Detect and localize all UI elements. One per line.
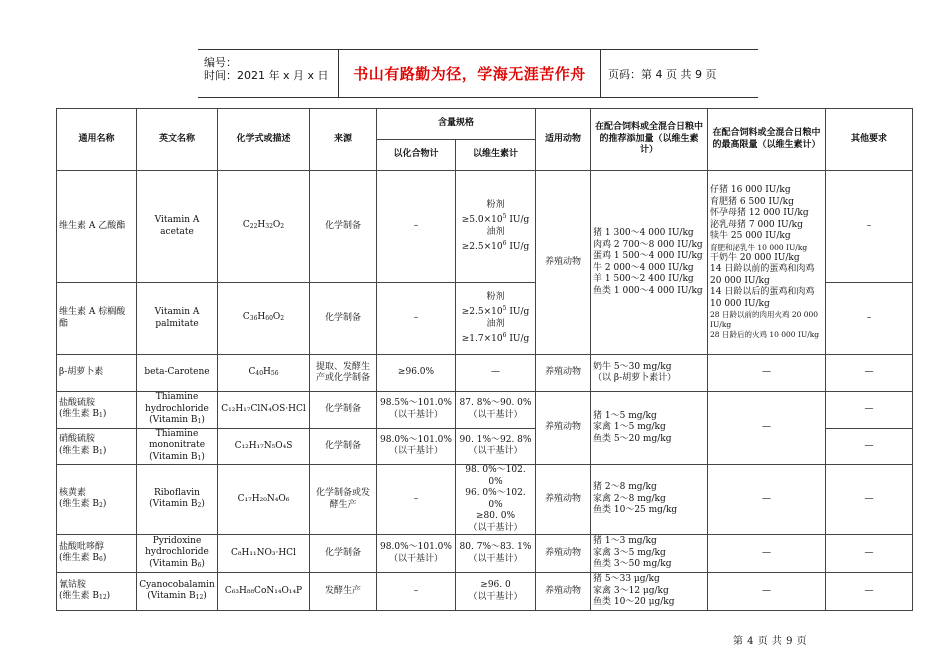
table-row xyxy=(57,465,913,535)
cell-formula: C₁₂H₁₇N₅O₄S xyxy=(218,428,310,465)
cell-by-vitamin: — xyxy=(456,355,536,392)
cell-by-compound: – xyxy=(377,465,456,535)
cell-formula: C₆₃H₈₈CoN₁₄O₁₄P xyxy=(218,573,310,611)
cell-other: — xyxy=(826,392,913,429)
cell-animal: 养殖动物 xyxy=(536,171,591,355)
header-content-spec: 含量规格 xyxy=(377,109,536,140)
cell-formula: C40H56 xyxy=(218,355,310,392)
cell-by-compound: 98.5%～101.0% （以干基计） xyxy=(377,392,456,429)
cell-other: – xyxy=(826,171,913,283)
cell-source: 化学制备 xyxy=(310,171,377,283)
cell-english: Vitamin A palmitate xyxy=(137,283,218,355)
table-row xyxy=(57,535,913,573)
vitamin-additive-table xyxy=(56,108,913,611)
cell-recommended: 猪 1～3 mg/kg 家禽 3～5 mg/kg 鱼类 3～50 mg/kg xyxy=(591,535,708,573)
cell-formula: C36H60O2 xyxy=(218,283,310,355)
cell-animal: 养殖动物 xyxy=(536,465,591,535)
cell-by-vitamin: 粉剂 $\ge 2.5\times 10^5$ IU/g 油剂 $\ge 1.7\times 10^6$ IU/g xyxy=(456,283,536,355)
cell-source: 化学制备或发酵生产 xyxy=(310,465,377,535)
cell-animal: 养殖动物 xyxy=(536,355,591,392)
header-english: 英文名称 xyxy=(137,109,218,171)
cell-recommended: 猪 1～5 mg/kg 家禽 1～5 mg/kg 鱼类 5～20 mg/kg xyxy=(591,392,708,465)
cell-formula: C22H32O2 xyxy=(218,171,310,283)
cell-by-vitamin: 粉剂 $\ge 5.0\times 10^5$ IU/g 油剂 $\ge 2.5\times 10^6$ IU/g xyxy=(456,171,536,283)
cell-by-compound: 98.0%～101.0% （以干基计） xyxy=(377,535,456,573)
cell-name: 维生素 A 棕榈酸酯 xyxy=(57,283,137,355)
cell-english: Riboflavin (Vitamin B2) xyxy=(137,465,218,535)
header-source: 来源 xyxy=(310,109,377,171)
cell-max: — xyxy=(708,392,826,465)
cell-name: 盐酸吡哆醇 (维生素 B6) xyxy=(57,535,137,573)
header-formula: 化学式或描述 xyxy=(218,109,310,171)
cell-by-compound: ≥96.0% xyxy=(377,355,456,392)
table-row xyxy=(57,573,913,611)
header-other: 其他要求 xyxy=(826,109,913,171)
cell-other: — xyxy=(826,428,913,465)
table-row xyxy=(57,355,913,392)
cell-name: 核黄素 (维生素 B2) xyxy=(57,465,137,535)
cell-source: 提取、发酵生产或化学制备 xyxy=(310,355,377,392)
table-row xyxy=(57,171,913,283)
cell-name: 维生素 A 乙酸酯 xyxy=(57,171,137,283)
cell-max: — xyxy=(708,535,826,573)
cell-english: Pyridoxine hydrochloride (Vitamin B6) xyxy=(137,535,218,573)
header-recommended: 在配合饲料或全混合日粮中的推荐添加量（以维生素计） xyxy=(591,109,708,171)
cell-formula: C₈H₁₁NO₃·HCl xyxy=(218,535,310,573)
cell-name: 硝酸硫胺 (维生素 B1) xyxy=(57,428,137,465)
cell-recommended: 猪 2～8 mg/kg 家禽 2～8 mg/kg 鱼类 10～25 mg/kg xyxy=(591,465,708,535)
header-meta xyxy=(198,50,339,97)
cell-by-vitamin: 90. 1%～92. 8% （以干基计） xyxy=(456,428,536,465)
doc-number-label: 编号： xyxy=(204,56,237,69)
cell-recommended: 猪 5～33 μg/kg 家禽 3～12 μg/kg 鱼类 10～20 μg/kg xyxy=(591,573,708,611)
cell-source: 化学制备 xyxy=(310,535,377,573)
table-row xyxy=(57,392,913,429)
cell-english: Thiamine mononitrate (Vitamin B1) xyxy=(137,428,218,465)
cell-by-compound: – xyxy=(377,573,456,611)
document-header xyxy=(198,49,758,98)
header-page-label: 页码：第 4 页 共 9 页 xyxy=(608,67,717,81)
cell-english: beta-Carotene xyxy=(137,355,218,392)
cell-recommended: 奶牛 5～30 mg/kg （以 β-胡萝卜素计） xyxy=(591,355,708,392)
cell-formula: C₁₂H₁₇ClN₄OS·HCl xyxy=(218,392,310,429)
cell-animal: 养殖动物 xyxy=(536,535,591,573)
cell-source: 化学制备 xyxy=(310,428,377,465)
cell-english: Vitamin A acetate xyxy=(137,171,218,283)
cell-by-compound: 98.0%～101.0% （以干基计） xyxy=(377,428,456,465)
cell-max: — xyxy=(708,573,826,611)
cell-by-compound: – xyxy=(377,283,456,355)
cell-by-vitamin: ≥96. 0 （以干基计） xyxy=(456,573,536,611)
cell-animal: 养殖动物 xyxy=(536,392,591,465)
header-name: 通用名称 xyxy=(57,109,137,171)
header-max: 在配合饲料或全混合日粮中的最高限量（以维生素计） xyxy=(708,109,826,171)
cell-english: Thiamine hydrochloride (Vitamin B1) xyxy=(137,392,218,429)
cell-source: 发酵生产 xyxy=(310,573,377,611)
cell-name: β-胡萝卜素 xyxy=(57,355,137,392)
cell-by-vitamin: 98. 0%～102. 0% 96. 0%～102. 0% ≥80. 0% （以干基计） xyxy=(456,465,536,535)
cell-formula: C₁₇H₂₀N₄O₆ xyxy=(218,465,310,535)
doc-time-label: 时间：2021 年 x 月 x 日 xyxy=(204,69,329,82)
page-footer: 第 4 页 共 9 页 xyxy=(733,636,808,647)
cell-by-compound: – xyxy=(377,171,456,283)
cell-recommended: 猪 1 300～4 000 IU/kg 肉鸡 2 700～8 000 IU/kg 蛋鸡 1 500～4 000 IU/kg 牛 2 000～4 000 IU/kg 羊 1 500～2 400 IU/kg 鱼类 1 000～4 000 IU/kg xyxy=(591,171,708,355)
cell-other: — xyxy=(826,573,913,611)
header-animal: 适用动物 xyxy=(536,109,591,171)
cell-other: — xyxy=(826,535,913,573)
cell-max: — xyxy=(708,355,826,392)
cell-name: 氰钴胺 (维生素 B12) xyxy=(57,573,137,611)
cell-max: 仔猪 16 000 IU/kg 育肥猪 6 500 IU/kg 怀孕母猪 12 000 IU/kg 泌乳母猪 7 000 IU/kg 犊牛 25 000 IU/kg 育肥和泌乳牛 10 000 IU/kg 干奶牛 20 000 IU/kg 14 日龄以前的蛋鸡和肉鸡 20 000 IU/kg 14 日龄以后的蛋鸡和肉鸡 10 000 IU/kg 28 日龄以前的肉用火鸡 20 000 IU/kg 28 日龄后的火鸡 10 000 IU/kg xyxy=(708,171,826,355)
cell-other: – xyxy=(826,283,913,355)
cell-by-vitamin: 87. 8%～90. 0% （以干基计） xyxy=(456,392,536,429)
cell-animal: 养殖动物 xyxy=(536,573,591,611)
cell-source: 化学制备 xyxy=(310,392,377,429)
header-by-vitamin: 以维生素计 xyxy=(456,140,536,171)
cell-source: 化学制备 xyxy=(310,283,377,355)
cell-other: — xyxy=(826,355,913,392)
cell-by-vitamin: 80. 7%～83. 1% （以干基计） xyxy=(456,535,536,573)
header-motto: 书山有路勤为径，学海无涯苦作舟 xyxy=(339,50,601,97)
header-by-compound: 以化合物计 xyxy=(377,140,456,171)
cell-english: Cyanocobalamin (Vitamin B12) xyxy=(137,573,218,611)
cell-name: 盐酸硫胺 (维生素 B1) xyxy=(57,392,137,429)
cell-max: — xyxy=(708,465,826,535)
cell-other: — xyxy=(826,465,913,535)
